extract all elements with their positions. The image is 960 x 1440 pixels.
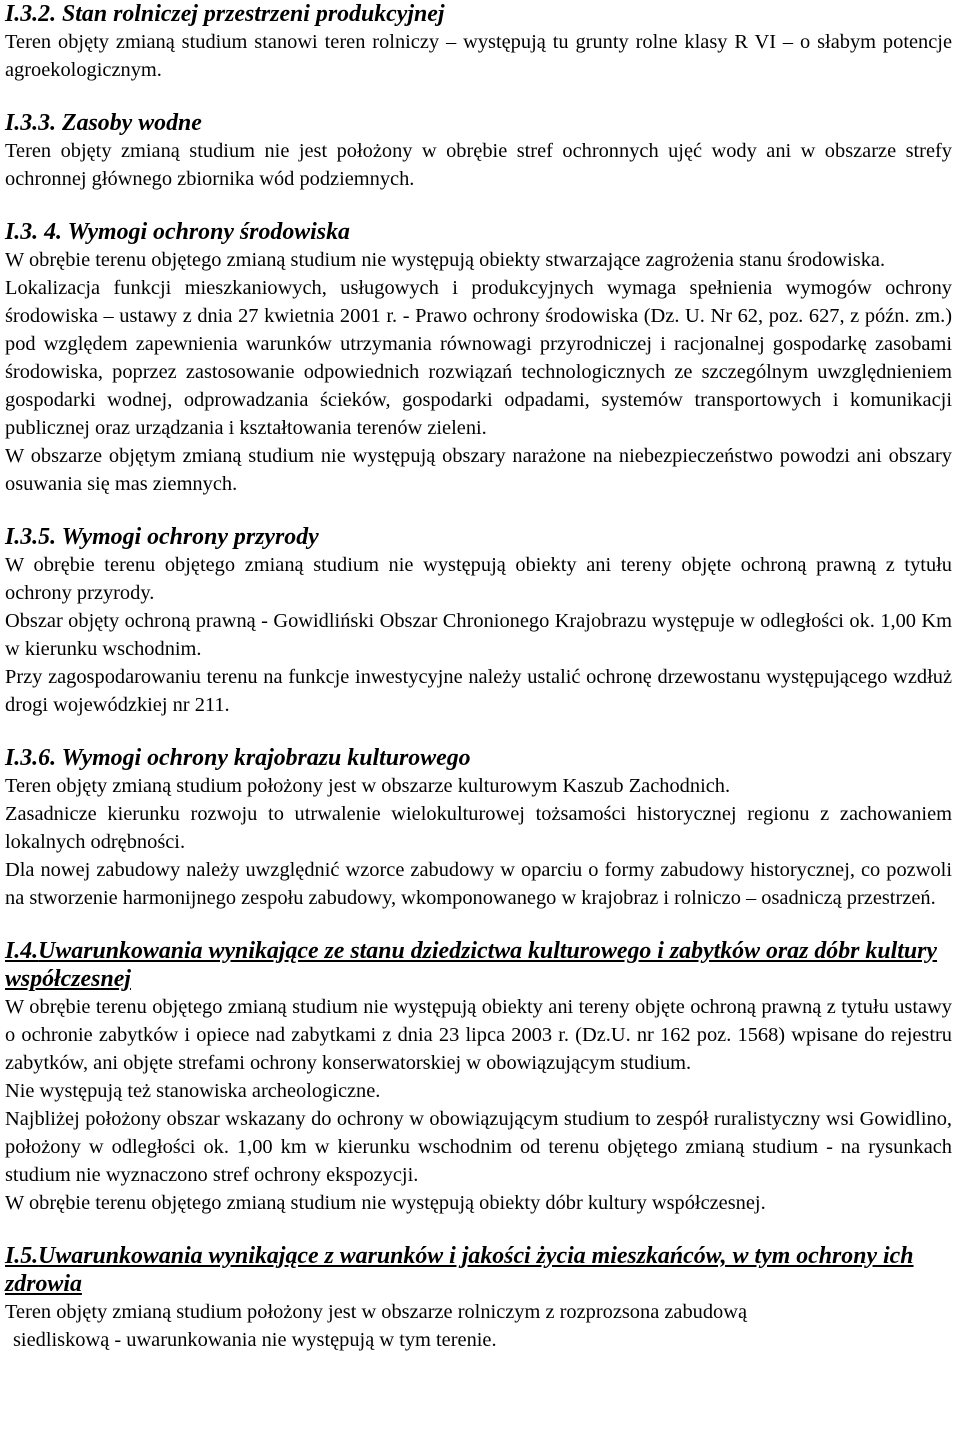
section-krajobraz-kulturowy (5, 744, 952, 912)
section-title: Wymogi ochrony krajobrazu kulturowego (61, 745, 471, 771)
paragraph: Zasadnicze kierunku rozwoju to utrwalenie wielokulturowej tożsamości historycznej regionu z zachowaniem lokalnych odrębności. (5, 803, 952, 853)
paragraph: Teren objęty zmianą studium nie jest położony w obrębie stref ochronnych ujęć wody ani w obszarze strefy ochronnej głównego zbiornika wód podziemnych. (5, 140, 952, 190)
paragraph: Dla nowej zabudowy należy uwzględnić wzorce zabudowy w oparciu o formy zabudowy historycznej, co pozwoli na stworzenie harmonijnego zespołu zabudowy, wkomponowanego w krajobraz i rolniczo – osadniczą przestrzeń. (5, 859, 952, 909)
section-dziedzictwo-kulturowe (5, 937, 952, 1217)
paragraph: Obszar objęty ochroną prawną - Gowidliński Obszar Chronionego Krajobrazu występuje w odległości ok. 1,00 Km w kierunku wschodnim. (5, 610, 952, 660)
section-number: I.3.2. (5, 1, 57, 27)
section-title: Uwarunkowania wynikające z warunków i jakości życia mieszkańców, w tym ochrony ich zdrowia (5, 1243, 914, 1297)
section-rolnicza-przestrzen (5, 0, 952, 84)
paragraph: W obrębie terenu objętego zmianą studium nie występują obiekty ani tereny objęte ochroną prawną z tytułu ochrony przyrody. (5, 554, 952, 604)
paragraph: W obrębie terenu objętego zmianą studium nie występują obiekty ani tereny objęte ochroną prawną z tytułu ustawy o ochronie zabytków i opiece nad zabytkami z dnia 23 lipca 2003 r. (Dz.U. nr 162 poz. 1568) wpisane do rejestru zabytków, ani objęte strefami ochrony konserwatorskiej w obowiązującym studium. (5, 996, 952, 1074)
section-heading (5, 109, 952, 137)
section-heading (5, 937, 952, 993)
paragraph: W obrębie terenu objętego zmianą studium nie występują obiekty stwarzające zagrożenia stanu środowiska. (5, 249, 886, 271)
section-number: I.3.3. (5, 110, 57, 136)
section-zasoby-wodne (5, 109, 952, 193)
paragraph: Lokalizacja funkcji mieszkaniowych, usługowych i produkcyjnych wymaga spełnienia wymogów ochrony środowiska – ustawy z dnia 27 kwietnia 2001 r. - Prawo ochrony środowiska (Dz. U. Nr 62, poz. 627, z późn. zm.) pod względem zapewnienia warunków utrzymania równowagi przyrodniczej i racjonalnej gospodarkę zasobami środowiska, poprzez zastosowanie odpowiednich rozwiązań technologicznych ze szczególnym uwzględnieniem gospodarki wodnej, odprowadzania ścieków, gospodarki odpadami, systemów transportowych i komunikacji publicznej oraz urządzania i kształtowania terenów zieleni. (5, 277, 952, 439)
section-title: Wymogi ochrony środowiska (67, 219, 350, 245)
section-heading (5, 744, 952, 772)
paragraph: Najbliżej położony obszar wskazany do ochrony w obowiązującym studium to zespół ruralistyczny wsi Gowidlino, położony w odległości ok. 1,00 km w kierunku wschodnim od terenu objętego zmianą studium - na rysunkach studium nie wyznaczono stref ochrony ekspozycji. (5, 1108, 952, 1186)
section-number: I.3. 4. (5, 219, 63, 245)
section-ochrona-srodowiska (5, 218, 952, 498)
section-number: I.4. (5, 938, 39, 964)
paragraph: Przy zagospodarowaniu terenu na funkcje inwestycyjne należy ustalić ochronę drzewostanu występującego wzdłuż drogi wojewódzkiej nr 211. (5, 666, 952, 716)
section-title: Stan rolniczej przestrzeni produkcyjnej (62, 1, 445, 27)
section-heading (5, 523, 952, 551)
section-title: Uwarunkowania wynikające ze stanu dziedzictwa kulturowego i zabytków oraz dóbr kultury współczesnej (5, 938, 938, 992)
section-ochrona-przyrody (5, 523, 952, 719)
paragraph: Teren objęty zmianą studium położony jest w obszarze rolniczym z rozprozsona zabudową (5, 1301, 748, 1323)
section-number: I.5. (5, 1243, 39, 1269)
section-title: Zasoby wodne (62, 110, 202, 136)
paragraph: Teren objęty zmianą studium stanowi teren rolniczy – występują tu grunty rolne klasy R VI – o słabym potencje agroekologicznym. (5, 31, 952, 81)
paragraph: siedliskową - uwarunkowania nie występują w tym terenie. (13, 1329, 497, 1351)
section-number: I.3.6. (5, 745, 57, 771)
section-jakosc-zycia (5, 1242, 952, 1354)
section-heading (5, 1242, 952, 1298)
paragraph: Teren objęty zmianą studium położony jest w obszarze kulturowym Kaszub Zachodnich. (5, 775, 731, 797)
section-number: I.3.5. (5, 524, 57, 550)
section-title: Wymogi ochrony przyrody (61, 524, 319, 550)
paragraph: W obrębie terenu objętego zmianą studium nie występują obiekty dóbr kultury współczesnej. (5, 1192, 766, 1214)
paragraph: Nie występują też stanowiska archeologiczne. (5, 1080, 381, 1102)
section-heading (5, 0, 952, 28)
paragraph: W obszarze objętym zmianą studium nie występują obszary narażone na niebezpieczeństwo powodzi ani obszary osuwania się mas ziemnych. (5, 445, 952, 495)
section-heading (5, 218, 952, 246)
